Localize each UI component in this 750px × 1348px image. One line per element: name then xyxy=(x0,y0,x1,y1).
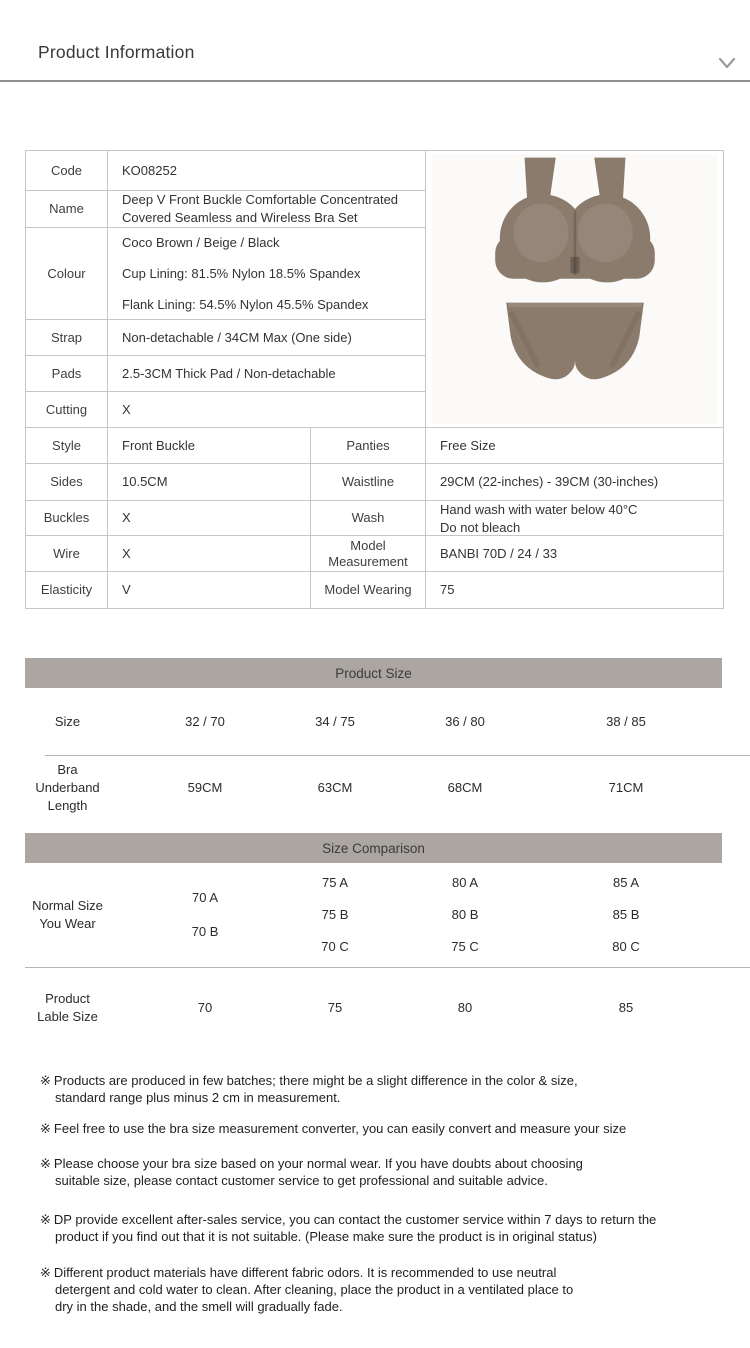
underband-label-line: Bra Underband xyxy=(35,762,100,795)
note-marker: ※ xyxy=(40,1073,51,1088)
colour-line: Coco Brown / Beige / Black xyxy=(122,234,280,250)
spec-value-waistline: 29CM (22-inches) - 39CM (30-inches) xyxy=(426,464,723,501)
note-line xyxy=(40,1155,720,1172)
size-comparison-header xyxy=(25,833,722,863)
note xyxy=(40,1120,720,1137)
normal-size-col xyxy=(400,863,530,967)
underband-value: 68CM xyxy=(447,780,483,795)
note-line xyxy=(40,1072,720,1089)
spec-table xyxy=(25,150,724,609)
product-size-title: Product Size xyxy=(335,665,412,681)
spec-label-panties: Panties xyxy=(311,428,426,464)
underband-value: 63CM xyxy=(317,780,353,795)
note-marker: ※ xyxy=(40,1121,51,1136)
colour-line: Flank Lining: 54.5% Nylon 45.5% Spandex xyxy=(122,296,369,312)
chevron-down-icon[interactable] xyxy=(718,57,736,69)
note-text: Different product materials have different fabric odors. It is recommended to use neutral xyxy=(53,1265,557,1280)
spec-value-colour xyxy=(108,228,426,320)
page-title: Product Information xyxy=(38,42,195,62)
normal-size-value: 70 C xyxy=(321,939,349,954)
note-marker: ※ xyxy=(40,1156,51,1171)
product-photo xyxy=(426,151,723,428)
spec-label-pads: Pads xyxy=(26,356,108,392)
spec-label-buckles: Buckles xyxy=(26,501,108,536)
product-photo-background xyxy=(432,154,717,424)
spec-label-sides: Sides xyxy=(26,464,108,501)
product-label-value: 75 xyxy=(327,1000,343,1015)
size-comparison-product-row xyxy=(25,968,722,1048)
spec-value-model-wearing: 75 xyxy=(440,582,455,597)
spec-value-model-measurement: BANBI 70D / 24 / 33 xyxy=(426,536,723,572)
size-value: 34 / 75 xyxy=(315,713,355,729)
normal-size-value: 75 C xyxy=(451,939,479,954)
spec-label-wash: Wash xyxy=(311,501,426,536)
note-marker: ※ xyxy=(40,1212,51,1227)
notes-section xyxy=(40,1072,720,1315)
product-label-size-line: Product xyxy=(45,991,90,1006)
spec-label-model-wearing: Model Wearing xyxy=(311,572,426,608)
underband-label-line: Length xyxy=(47,798,88,813)
spec-label-style: Style xyxy=(26,428,108,464)
spec-label-colour: Colour xyxy=(26,228,108,320)
product-label-value: 85 xyxy=(618,1000,634,1015)
colour-line: Cup Lining: 81.5% Nylon 18.5% Spandex xyxy=(122,265,361,281)
note xyxy=(40,1264,720,1315)
size-comparison-title: Size Comparison xyxy=(322,840,425,856)
wash-line: Do not bleach xyxy=(440,519,521,535)
spec-value-strap: Non-detachable / 34CM Max (One side) xyxy=(108,320,426,356)
size-comparison-normal-row xyxy=(25,863,722,967)
normal-size-value: 75 B xyxy=(321,907,349,922)
spec-label-waistline: Waistline xyxy=(311,464,426,501)
normal-size-label xyxy=(25,863,140,967)
size-row-label: Size xyxy=(54,713,81,729)
underband-value: 59CM xyxy=(187,780,223,795)
note xyxy=(40,1155,720,1189)
spec-value-elasticity: V xyxy=(108,572,311,608)
normal-size-value: 70 A xyxy=(191,890,219,905)
spec-value-cutting: X xyxy=(108,392,426,428)
product-label-size-label xyxy=(25,968,140,1048)
note-text: Products are produced in few batches; there might be a slight difference in the color & size, xyxy=(53,1073,578,1088)
normal-size-value: 75 A xyxy=(321,875,349,890)
spec-label-name: Name xyxy=(26,191,108,228)
normal-size-value: 80 B xyxy=(451,907,479,922)
spec-value-code: KO08252 xyxy=(108,151,426,191)
normal-size-value: 70 B xyxy=(191,924,219,939)
note-text: Please choose your bra size based on your normal wear. If you have doubts about choosing xyxy=(53,1156,583,1171)
spec-value-wash xyxy=(426,501,723,536)
product-size-underband-row xyxy=(25,756,722,820)
spec-label-code: Code xyxy=(26,151,108,191)
spec-label-elasticity: Elasticity xyxy=(26,572,108,608)
note-marker: ※ xyxy=(40,1265,51,1280)
note-line xyxy=(40,1120,720,1137)
normal-size-value: 80 C xyxy=(612,939,640,954)
note-text: DP provide excellent after-sales service, you can contact the customer service within 7 days to return the xyxy=(53,1212,657,1227)
normal-size-col xyxy=(530,863,722,967)
note-line xyxy=(40,1211,720,1228)
note xyxy=(40,1072,720,1106)
product-label-value: 70 xyxy=(197,1000,213,1015)
normal-size-label-line: You Wear xyxy=(39,916,96,931)
product-size-size-row xyxy=(25,688,722,755)
note-line xyxy=(40,1264,720,1281)
normal-size-value: 80 A xyxy=(451,875,479,890)
normal-size-label-line: Normal Size xyxy=(32,898,103,913)
product-size-header xyxy=(25,658,722,688)
note xyxy=(40,1211,720,1245)
bra-set-illustration xyxy=(460,154,690,420)
spec-value-panties: Free Size xyxy=(426,428,723,464)
spec-value-name: Deep V Front Buckle Comfortable Concentrated Covered Seamless and Wireless Bra Set xyxy=(108,191,426,228)
note-text: Feel free to use the bra size measurement converter, you can easily convert and measure your size xyxy=(53,1121,627,1136)
note-line: dry in the shade, and the smell will gradually fade. xyxy=(55,1299,343,1314)
spec-value-wire: X xyxy=(108,536,311,572)
spec-value-sides: 10.5CM xyxy=(108,464,311,501)
spec-label-wire: Wire xyxy=(26,536,108,572)
product-label-value: 80 xyxy=(457,1000,473,1015)
note-line: detergent and cold water to clean. After cleaning, place the product in a ventilated place to xyxy=(55,1282,574,1297)
underband-value: 71CM xyxy=(608,780,644,795)
note-line: product if you find out that it is not suitable. (Please make sure the product is in original status) xyxy=(55,1229,597,1244)
size-value: 36 / 80 xyxy=(445,713,485,729)
note-line: suitable size, please contact customer service to get professional and suitable advice. xyxy=(55,1173,548,1188)
spec-label-strap: Strap xyxy=(26,320,108,356)
spec-label-cutting: Cutting xyxy=(26,392,108,428)
note-line: standard range plus minus 2 cm in measurement. xyxy=(55,1090,341,1105)
normal-size-value: 85 B xyxy=(612,907,640,922)
spec-label-model-measurement: Model Measurement xyxy=(311,536,426,572)
header-divider xyxy=(0,80,750,82)
spec-value-pads: 2.5-3CM Thick Pad / Non-detachable xyxy=(108,356,426,392)
underband-label xyxy=(25,756,140,820)
wash-line: Hand wash with water below 40°C xyxy=(440,501,638,517)
normal-size-col xyxy=(140,863,270,967)
spec-value-style: Front Buckle xyxy=(108,428,311,464)
size-value: 32 / 70 xyxy=(185,713,225,729)
spec-value-buckles: X xyxy=(108,501,311,536)
normal-size-col xyxy=(270,863,400,967)
product-label-size-line: Lable Size xyxy=(37,1009,98,1024)
normal-size-value: 85 A xyxy=(612,875,640,890)
size-value: 38 / 85 xyxy=(606,713,646,729)
